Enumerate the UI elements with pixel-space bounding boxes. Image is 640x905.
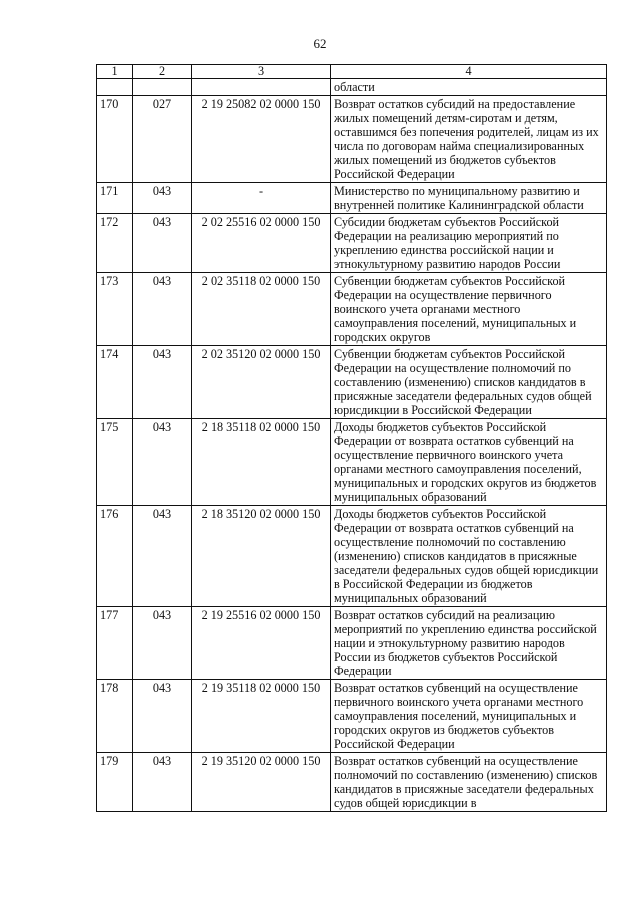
- budget-classification-code: 2 18 35120 02 0000 150: [192, 506, 331, 607]
- continuation-text: области: [331, 79, 607, 96]
- header-col-3: 3: [192, 65, 331, 79]
- admin-code: 043: [133, 607, 192, 680]
- revenue-name: Субсидии бюджетам субъектов Российской Федерации на реализацию мероприятий по укреплению единства российской нации и этнокультурному развитию народов России: [331, 214, 607, 273]
- header-col-2: 2: [133, 65, 192, 79]
- budget-classification-code: -: [192, 183, 331, 214]
- revenue-name: Возврат остатков субвенций на осуществление полномочий по составлению (изменению) списков кандидатов в присяжные заседатели федеральных судов общей юрисдикции в: [331, 753, 607, 812]
- admin-code: 043: [133, 346, 192, 419]
- admin-code: 027: [133, 96, 192, 183]
- continuation-cell-3: [192, 79, 331, 96]
- row-number: 175: [97, 419, 133, 506]
- revenue-name: Субвенции бюджетам субъектов Российской Федерации на осуществление первичного воинского учета органами местного самоуправления поселений, муниципальных и городских округов: [331, 273, 607, 346]
- revenue-name: Доходы бюджетов субъектов Российской Федерации от возврата остатков субвенций на осуществление полномочий по составлению (изменению) списков кандидатов в присяжные заседатели федеральных судов общей юрисдикции в Российской Федерации из бюджетов муниципальных образований: [331, 506, 607, 607]
- row-number: 173: [97, 273, 133, 346]
- budget-classification-code: 2 02 35120 02 0000 150: [192, 346, 331, 419]
- page-number: 62: [313, 36, 327, 51]
- admin-code: 043: [133, 753, 192, 812]
- budget-classification-code: 2 19 35120 02 0000 150: [192, 753, 331, 812]
- table-row: [97, 419, 607, 506]
- admin-code: 043: [133, 419, 192, 506]
- budget-classification-code: 2 18 35118 02 0000 150: [192, 419, 331, 506]
- table-row: [97, 183, 607, 214]
- table-row: [97, 680, 607, 753]
- admin-code: 043: [133, 183, 192, 214]
- table-header-row: [97, 65, 607, 79]
- budget-classification-code: 2 19 25082 02 0000 150: [192, 96, 331, 183]
- header-col-1: 1: [97, 65, 133, 79]
- row-number: 174: [97, 346, 133, 419]
- admin-code: 043: [133, 506, 192, 607]
- row-number: 179: [97, 753, 133, 812]
- row-number: 171: [97, 183, 133, 214]
- row-number: 178: [97, 680, 133, 753]
- budget-classification-code: 2 19 25516 02 0000 150: [192, 607, 331, 680]
- table-row: [97, 214, 607, 273]
- row-number: 177: [97, 607, 133, 680]
- table-row: [97, 607, 607, 680]
- table-row: [97, 753, 607, 812]
- table-row: [97, 506, 607, 607]
- revenue-name: Министерство по муниципальному развитию и внутренней политике Калининградской области: [331, 183, 607, 214]
- table-row: [97, 346, 607, 419]
- table-row: [97, 96, 607, 183]
- continuation-cell-2: [133, 79, 192, 96]
- budget-classification-code: 2 19 35118 02 0000 150: [192, 680, 331, 753]
- admin-code: 043: [133, 273, 192, 346]
- revenue-name: Возврат остатков субсидий на предоставление жилых помещений детям-сиротам и детям, оставшимся без попечения родителей, лицам из их числа по договорам найма специализированных жилых помещений из бюджетов субъектов Российской Федерации: [331, 96, 607, 183]
- header-col-4: 4: [331, 65, 607, 79]
- continuation-cell-1: [97, 79, 133, 96]
- row-number: 176: [97, 506, 133, 607]
- admin-code: 043: [133, 680, 192, 753]
- revenue-name: Субвенции бюджетам субъектов Российской Федерации на осуществление полномочий по составлению (изменению) списков кандидатов в присяжные заседатели федеральных судов общей юрисдикции в Российской Федерации: [331, 346, 607, 419]
- revenue-name: Возврат остатков субсидий на реализацию мероприятий по укреплению единства российской нации и этнокультурному развитию народов России из бюджетов субъектов Российской Федерации: [331, 607, 607, 680]
- revenue-table: [96, 64, 607, 812]
- row-number: 172: [97, 214, 133, 273]
- admin-code: 043: [133, 214, 192, 273]
- continuation-row: [97, 79, 607, 96]
- budget-classification-code: 2 02 35118 02 0000 150: [192, 273, 331, 346]
- revenue-name: Доходы бюджетов субъектов Российской Федерации от возврата остатков субвенций на осуществление первичного воинского учета органами местного самоуправления поселений, муниципальных и городских округов из бюджетов муниципальных образований: [331, 419, 607, 506]
- revenue-name: Возврат остатков субвенций на осуществление первичного воинского учета органами местного самоуправления поселений, муниципальных и городских округов из бюджетов субъектов Российской Федерации: [331, 680, 607, 753]
- table-row: [97, 273, 607, 346]
- row-number: 170: [97, 96, 133, 183]
- budget-classification-code: 2 02 25516 02 0000 150: [192, 214, 331, 273]
